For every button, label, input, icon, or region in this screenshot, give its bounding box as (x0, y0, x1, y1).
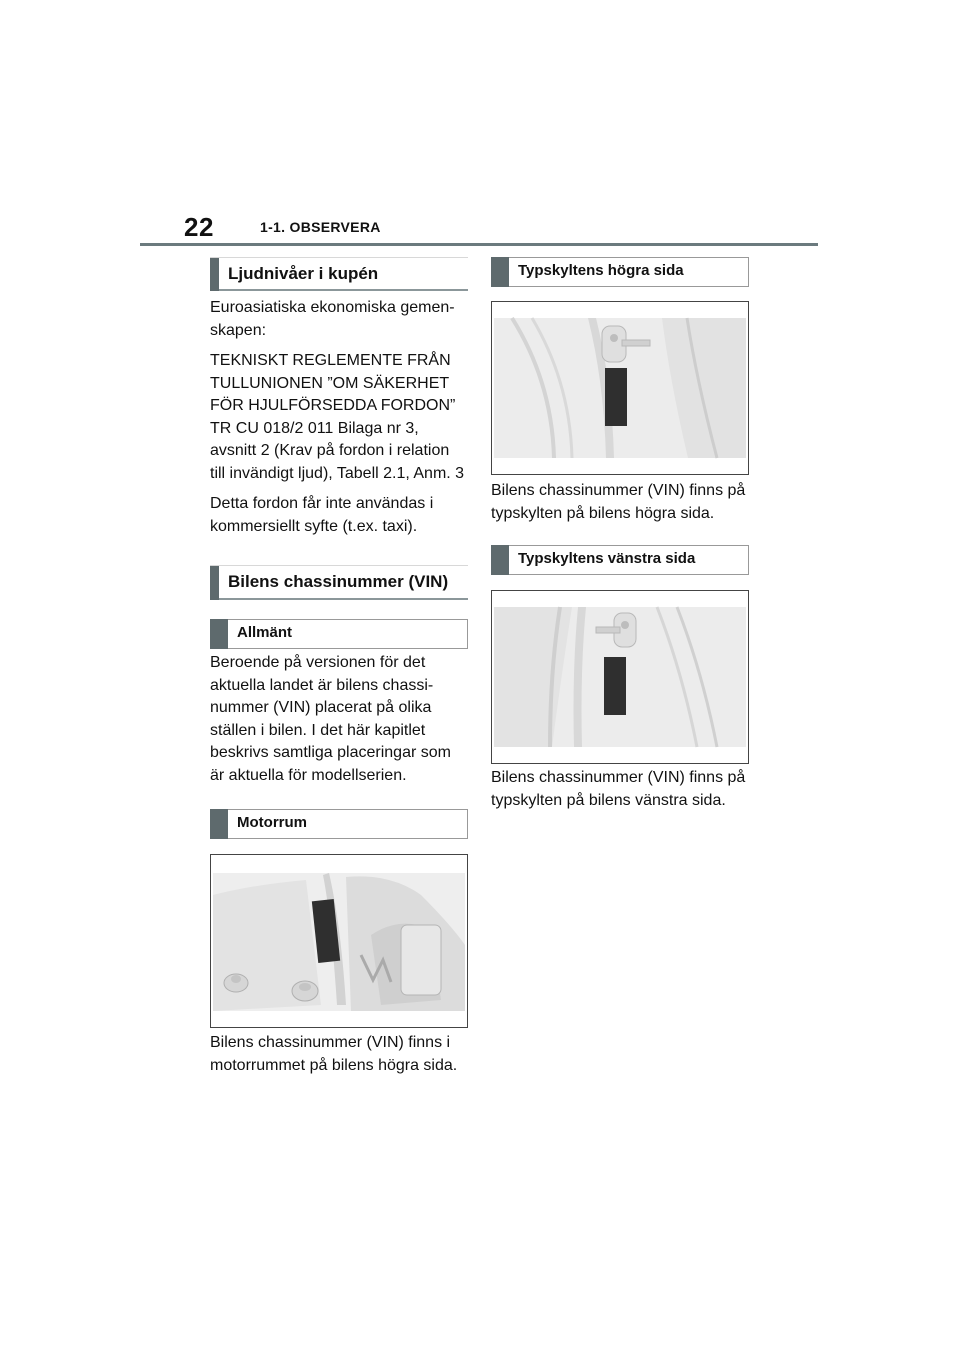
figure-plate-left (491, 590, 749, 764)
subheading-plate-left (491, 545, 749, 575)
subheading-plate-right-text: Typskyltens högra sida (518, 262, 684, 279)
subheading-plate-left-text: Typskyltens vänstra sida (518, 550, 696, 567)
noise-text (210, 297, 466, 546)
plate-right-caption-text: Bilens chassinummer (VIN) finns på typskylten på bilens högra sida. (491, 482, 746, 522)
subheading-engine-bay-text: Motorrum (237, 814, 307, 831)
plate-left-caption (491, 767, 751, 820)
header-rule (140, 243, 818, 246)
engine-bay-caption-text: Bilens chassinummer (VIN) finns i motorrummet på bilens högra sida. (210, 1034, 458, 1074)
general-text (210, 652, 466, 795)
heading-noise-levels (210, 257, 468, 291)
heading-vin-text: Bilens chassinummer (VIN) (228, 572, 449, 591)
subheading-plate-right (491, 257, 749, 287)
figure-plate-right (491, 301, 749, 475)
engine-bay-caption (210, 1032, 466, 1085)
plate-left-caption-text: Bilens chassinummer (VIN) finns på typskylten på bilens vänstra sida. (491, 769, 746, 809)
vin-plate-marker-left (604, 657, 626, 715)
plate-right-illustration (492, 302, 748, 474)
plate-left-illustration (492, 591, 748, 763)
subheading-engine-bay (210, 809, 468, 839)
heading-vin (210, 565, 468, 600)
vin-plate-marker (605, 368, 627, 426)
heading-noise-levels-text: Ljudnivåer i kupén (228, 264, 379, 283)
subheading-general-text: Allmänt (237, 624, 293, 641)
general-paragraph: Beroende på versionen för det aktuella landet är bilens chassi-nummer (VIN) placerat på olika ställen i bilen. I det här kapitlet beskrivs samtliga placeringar som är aktuella för modellserien. (210, 654, 451, 784)
section-title: 1-1. OBSERVERA (260, 219, 381, 235)
noise-paragraph-3: Detta fordon får inte användas i kommersiellt syfte (t.ex. taxi). (210, 495, 434, 535)
plate-right-caption (491, 480, 751, 533)
engine-bay-illustration (211, 855, 467, 1027)
figure-engine-bay (210, 854, 468, 1028)
subheading-general (210, 619, 468, 649)
page-number: 22 (184, 212, 214, 242)
noise-paragraph-1: Euroasiatiska ekonomiska gemen-skapen: (210, 299, 455, 339)
noise-paragraph-2: TEKNISKT REGLEMENTE FRÅN TULLUNIONEN ”OM SÄKERHET FÖR HJULFÖRSEDDA FORDON” TR CU 018/2 011 Bilaga nr 3, avsnitt 2 (Krav på fordon i relation till invändigt ljud), Tabell 2.1, Anm. 3 (210, 352, 465, 482)
